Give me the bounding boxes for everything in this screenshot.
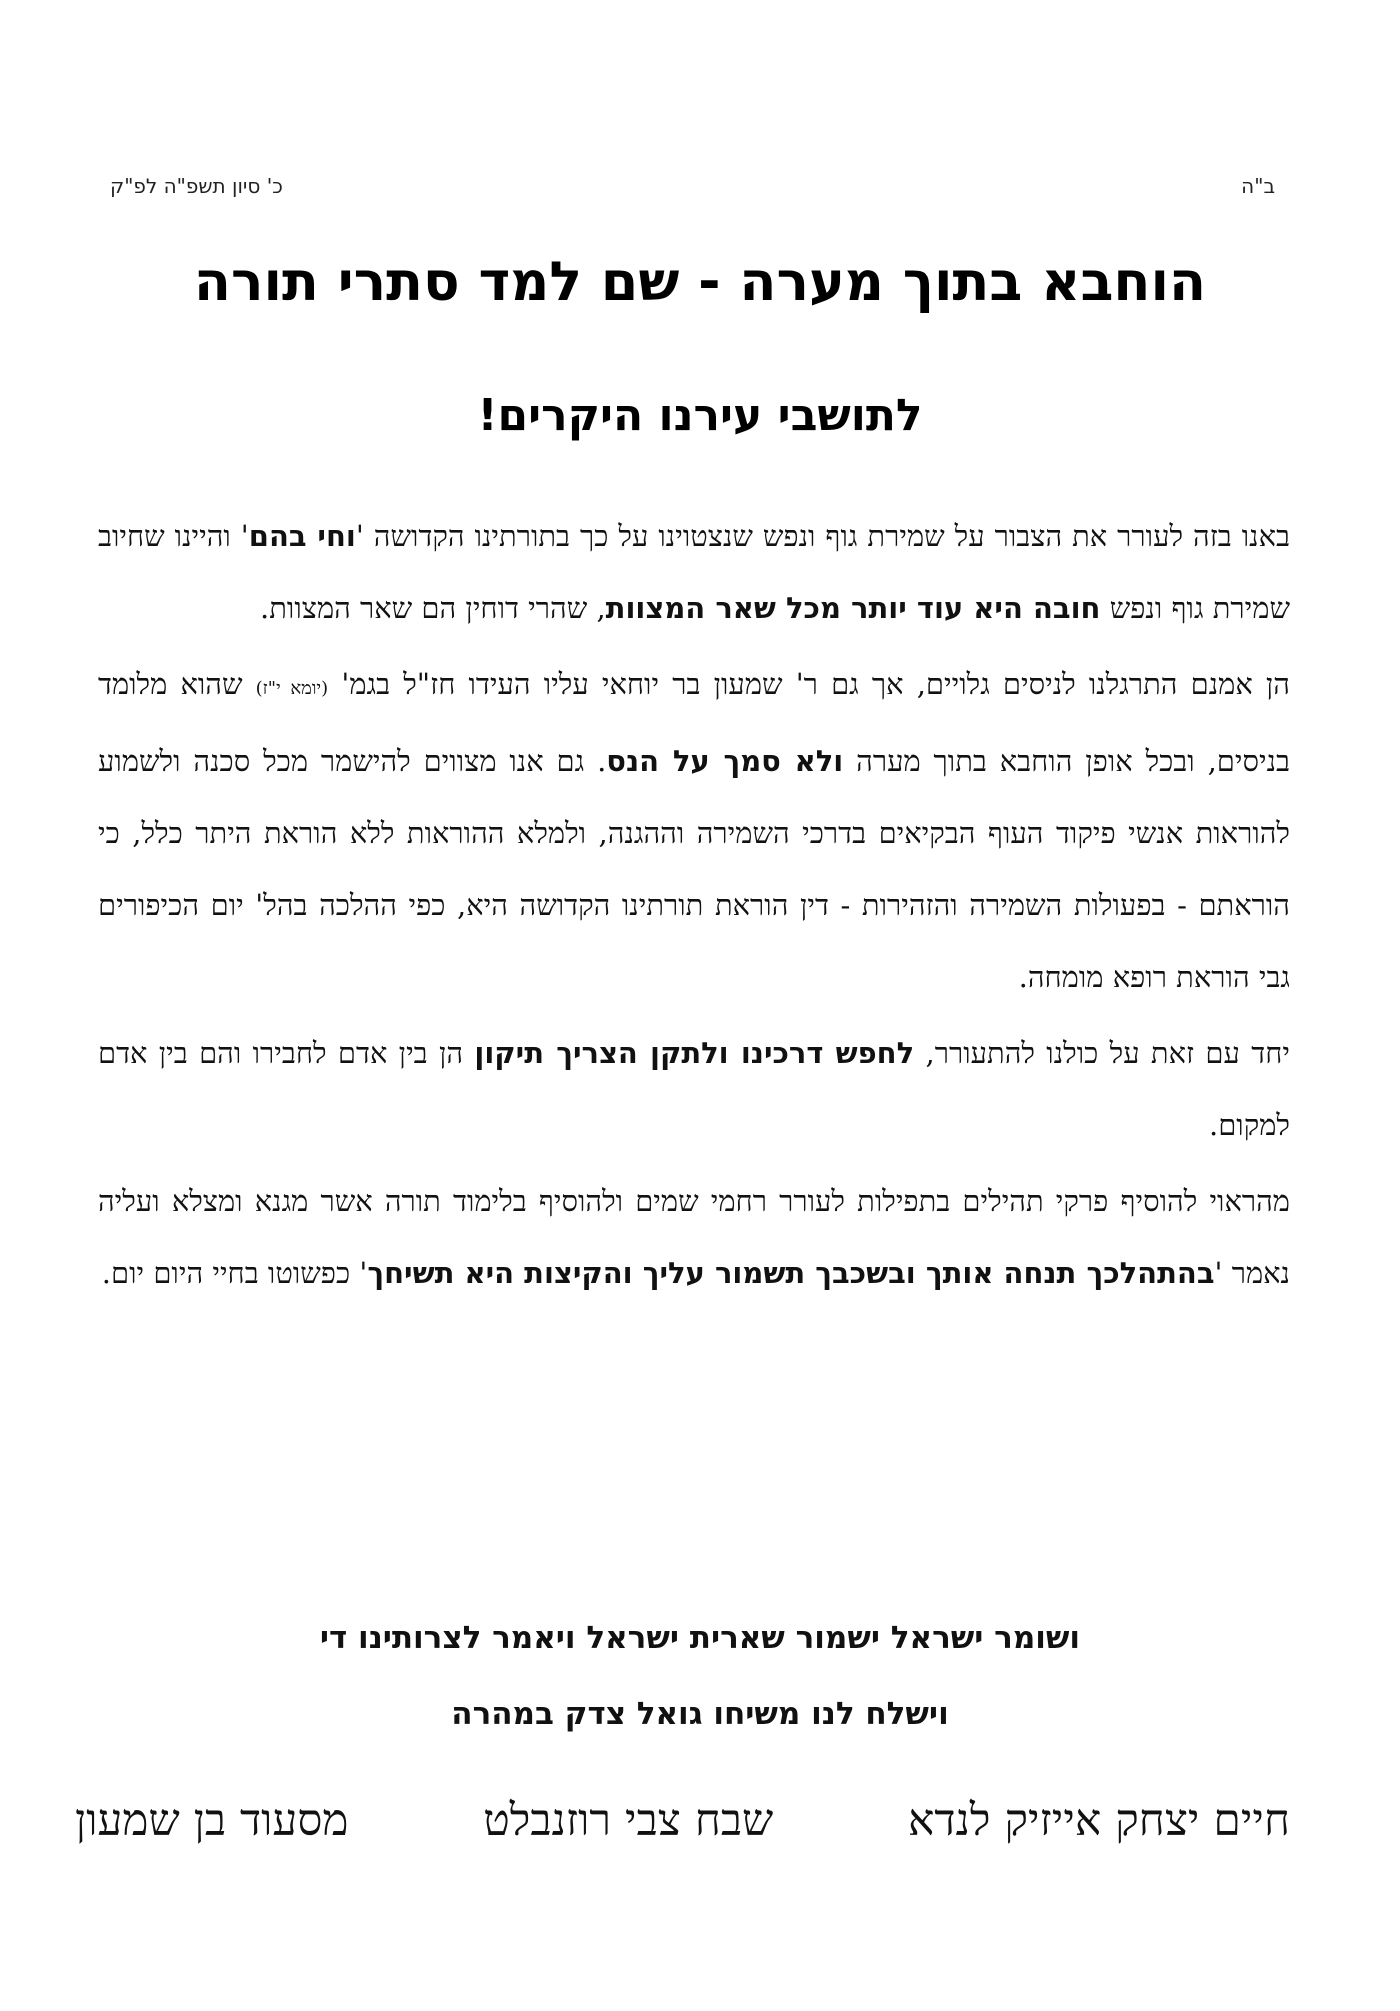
signature-1: חיים יצחק אייזיק לנדא [908,1795,1290,1846]
p3-text-b: הן בין אדם לחבירו והם בין אדם למקום. [98,1036,1290,1142]
signatures [75,1795,1290,1846]
p1-text-b: ' והיינו שחיוב שמירת גוף ונפש [98,519,1290,625]
closing-line-2: וישלח לנו משיחו גואל צדק במהרה [451,1696,949,1732]
p4-text-b: ' כפשוטו בחיי היום יום. [101,1256,368,1290]
letter-body [98,500,1290,1309]
paragraph-1 [98,500,1290,644]
p4-text-a: מהראוי להוסיף פרקי תהילים בתפילות לעורר רחמי שמים ולהוסיף בלימוד תורה אשר מגנא ומצלא ועליה נאמר ' [98,1184,1290,1290]
p2-citation: (יומא י"ז) [255,678,329,699]
paragraph-4 [98,1165,1290,1309]
paragraph-3 [98,1017,1290,1161]
closing-line-1: ושומר ישראל ישמור שארית ישראל ויאמר לצרותינו די [319,1620,1081,1656]
closing-blessing [100,1600,1300,1752]
hebrew-date: כ' סיון תשפ"ה לפ"ק [110,174,283,198]
signature-2: שבח צבי רוזנבלט [483,1795,774,1846]
paragraph-2 [98,648,1290,1013]
page-title: הוחבא בתוך מערה - שם למד סתרי תורה [193,250,1207,313]
p1-text-a: באנו בזה לעורר את הצבור על שמירת גוף ונפש שנצטוינו על כך בתורתינו הקדושה ' [355,519,1290,553]
p2-text-b: שהוא מלומד בניסים, ובכל אופן הוחבא בתוך מערה [98,667,1291,778]
p3-text-a: יחד עם זאת על כולנו להתעורר, [914,1036,1290,1070]
p2-text-c: . גם אנו מצווים להישמר מכל סכנה ולשמוע להוראות אנשי פיקוד העוף הבקיאים בדרכי השמירה וההגנה, ולמלא ההוראות ללא הוראת היתר כלל, כי הוראתם - בפעולות השמירה והזהירות - דין הוראת תורתינו הקדושה היא, כפי ההלכה בהל' יום הכיפורים גבי הוראת רופא מומחה. [98,744,1290,994]
greeting-heading: לתושבי עירנו היקרים! [477,390,923,441]
p1-text-c: , שהרי דוחין הם שאר המצוות. [260,591,606,625]
p3-bold-a: לחפש דרכינו ולתקן הצריך תיקון [474,1036,915,1070]
p1-bold-b: חובה היא עוד יותר מכל שאר המצוות [605,591,1101,625]
p2-text-a: הן אמנם התרגלנו לניסים גלויים, אך גם ר' שמעון בר יוחאי עליו העידו חז"ל בגמ' [328,667,1290,701]
bh-mark: ב"ה [1241,174,1275,198]
p2-bold-a: ולא סמך על הנס [606,744,844,778]
signature-3: מסעוד בן שמעון [75,1795,349,1846]
p1-bold-a: וחי בהם [248,519,356,553]
p4-bold-a: בהתהלכך תנחה אותך ובשכבך תשמור עליך והקיצות היא תשיחך [367,1256,1215,1290]
